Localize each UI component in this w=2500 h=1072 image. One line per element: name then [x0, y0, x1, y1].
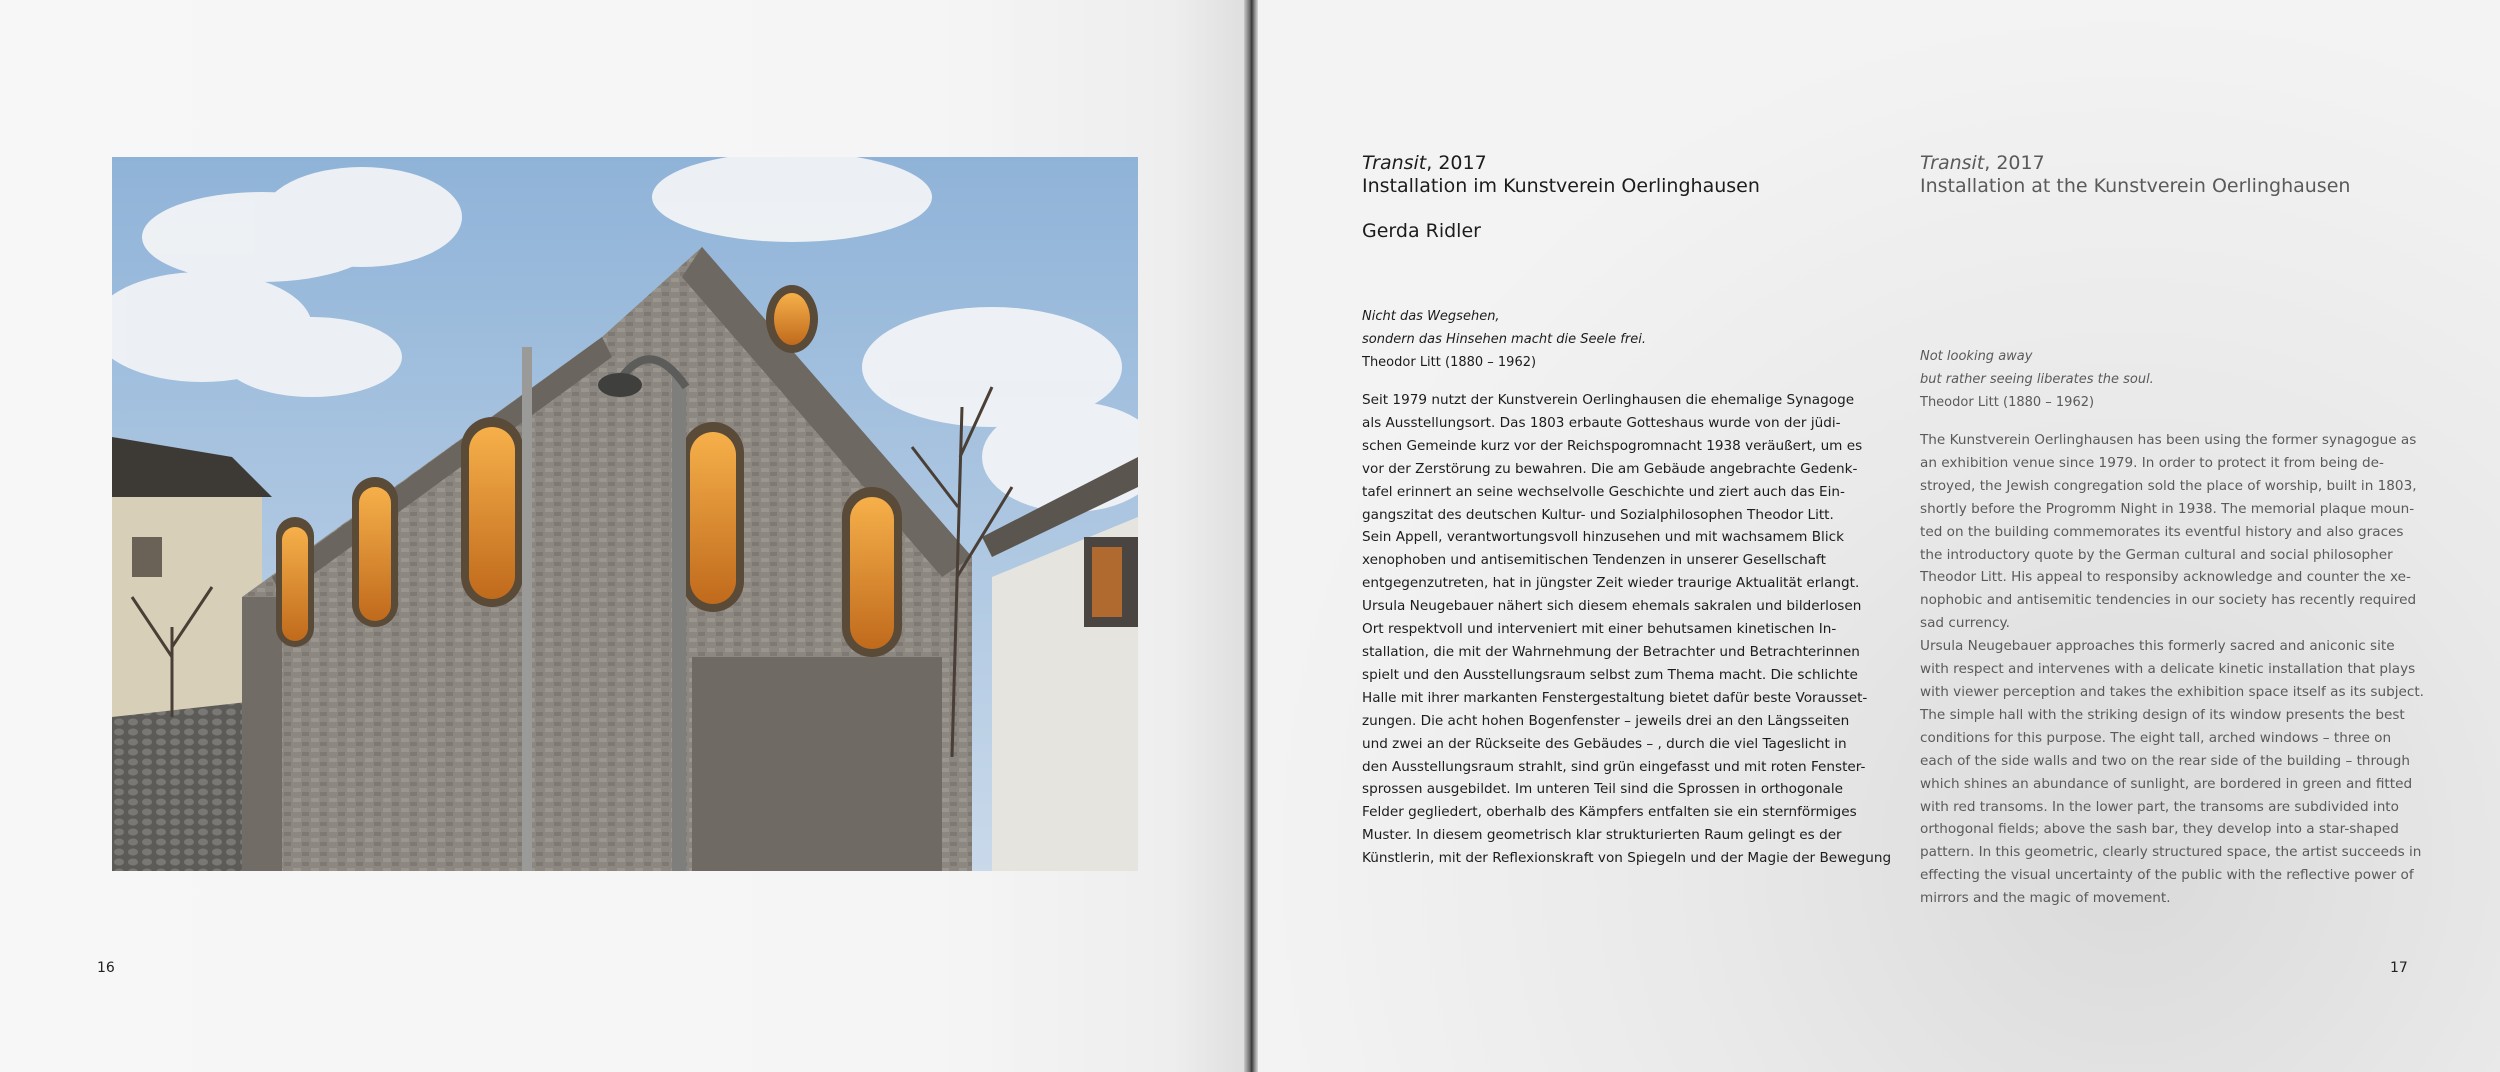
subtitle-de: Installation im Kunstverein Oerlinghausen — [1362, 175, 1760, 197]
quote-line-2: sondern das Hinsehen macht die Seele frei. — [1362, 332, 1646, 347]
epigraph-en — [1920, 345, 2420, 414]
text-line: als Ausstellungsort. Das 1803 erbaute Gotteshaus wurde von der jüdi- — [1362, 414, 1841, 431]
page-number-right: 17 — [2390, 960, 2408, 976]
text-line: the introductory quote by the German cultural and social philosopher — [1920, 546, 2393, 563]
text-line: xenophoben und antisemitischen Tendenzen in unserer Gesellschaft — [1362, 552, 1826, 569]
text-line: pattern. In this geometric, clearly structured space, the artist succeeds in — [1920, 844, 2422, 861]
text-line: shortly before the Progromm Night in 1938. The memorial plaque moun- — [1920, 500, 2415, 517]
book-gutter — [1244, 0, 1258, 1072]
text-line: und zwei an der Rückseite des Gebäudes – , durch die viel Tageslicht in — [1362, 735, 1847, 752]
title-de: Transit, 2017 — [1362, 152, 1487, 174]
quote-source: Theodor Litt (1880 – 1962) — [1362, 355, 1537, 370]
body-text-de — [1362, 389, 1892, 870]
text-line: sprossen ausgebildet. Im unteren Teil sind die Sprossen in orthogonale — [1362, 781, 1844, 798]
title-en: Transit, 2017 — [1920, 152, 2045, 174]
text-line: schen Gemeinde kurz vor der Reichspogromnacht 1938 veräußert, um es — [1362, 437, 1863, 454]
text-line: The simple hall with the striking design of its window presents the best — [1920, 706, 2405, 723]
text-line: Ursula Neugebauer approaches this formerly sacred and aniconic site — [1920, 638, 2395, 655]
epigraph-de — [1362, 305, 1862, 374]
synagogue-photo — [112, 157, 1138, 871]
text-line: Seit 1979 nutzt der Kunstverein Oerlinghausen die ehemalige Synagoge — [1362, 392, 1855, 408]
quote-line-2: but rather seeing liberates the soul. — [1920, 372, 2154, 387]
text-line: mirrors and the magic of movement. — [1920, 890, 2171, 907]
author-name: Gerda Ridler — [1362, 220, 1481, 242]
text-line: entgegenzutreten, hat in jüngster Zeit wieder traurige Aktualität erlangt. — [1362, 575, 1860, 592]
text-line: an exhibition venue since 1979. In order to protect it from being de- — [1920, 454, 2384, 471]
subtitle-en: Installation at the Kunstverein Oerlinghausen — [1920, 175, 2351, 197]
text-line: effecting the visual uncertainty of the public with the reflective power of — [1920, 867, 2414, 884]
quote-line-1: Nicht das Wegsehen, — [1362, 309, 1500, 324]
text-line: vor der Zerstörung zu bewahren. Die am Gebäude angebrachte Gedenk- — [1362, 460, 1858, 477]
quote-source: Theodor Litt (1880 – 1962) — [1920, 395, 2095, 410]
text-line: conditions for this purpose. The eight tall, arched windows – three on — [1920, 729, 2392, 746]
text-line: gangszitat des deutschen Kultur- und Sozialphilosophen Theodor Litt. — [1362, 506, 1834, 523]
text-line: stroyed, the Jewish congregation sold the place of worship, built in 1803, — [1920, 477, 2417, 494]
quote-line-1: Not looking away — [1920, 349, 2033, 364]
text-line: sad currency. — [1920, 615, 2010, 632]
text-line: each of the side walls and two on the rear side of the building – through — [1920, 752, 2411, 769]
body-text-en — [1920, 429, 2424, 910]
page-number-left: 16 — [97, 960, 115, 976]
text-line: Ursula Neugebauer nähert sich diesem ehemals sakralen und bilderlosen — [1362, 598, 1862, 615]
left-page — [0, 0, 1248, 1072]
text-line: Sein Appell, verantwortungsvoll hinzusehen und mit wachsamem Blick — [1362, 529, 1844, 546]
text-line: ted on the building commemorates its eventful history and also graces — [1920, 523, 2404, 540]
text-line: with red transoms. In the lower part, the transoms are subdivided into — [1920, 798, 2399, 815]
english-column — [1920, 152, 2424, 910]
text-line: tafel erinnert an seine wechselvolle Geschichte und ziert auch das Ein- — [1362, 483, 1845, 500]
text-line: Muster. In diesem geometrisch klar strukturierten Raum gelingt es der — [1362, 827, 1842, 844]
text-line: which shines an abundance of sunlight, are bordered in green and fitted — [1920, 775, 2413, 792]
text-line: spielt und den Ausstellungsraum selbst zum Thema macht. Die schlichte — [1362, 666, 1858, 683]
text-line: Halle mit ihrer markanten Fenstergestaltung bietet dafür beste Vorausset- — [1362, 689, 1868, 706]
text-line: stallation, die mit der Wahrnehmung der Betrachter und Betrachterinnen — [1362, 643, 1860, 660]
text-line: with viewer perception and takes the exhibition space itself as its subject. — [1920, 683, 2424, 700]
text-line: Ort respektvoll und interveniert mit einer behutsamen kinetischen In- — [1362, 621, 1837, 638]
text-line: den Ausstellungsraum strahlt, sind grün eingefasst und mit roten Fenster- — [1362, 758, 1866, 775]
text-line: The Kunstverein Oerlinghausen has been using the former synagogue as — [1920, 432, 2417, 448]
text-line: Felder gegliedert, oberhalb des Kämpfers entfalten sie ein sternförmiges — [1362, 804, 1857, 821]
text-line: zungen. Die acht hohen Bogenfenster – jeweils drei an den Längsseiten — [1362, 712, 1850, 729]
text-line: Künstlerin, mit der Reflexionskraft von Spiegeln und der Magie der Bewegung — [1362, 850, 1892, 867]
text-line: nophobic and antisemitic tendencies in our society has recently required — [1920, 592, 2417, 609]
text-line: with respect and intervenes with a delicate kinetic installation that plays — [1920, 661, 2416, 678]
german-column — [1362, 152, 1892, 870]
text-line: Theodor Litt. His appeal to responsiby acknowledge and counter the xe- — [1920, 569, 2411, 586]
text-line: orthogonal fields; above the sash bar, they develop into a star-shaped — [1920, 821, 2399, 838]
